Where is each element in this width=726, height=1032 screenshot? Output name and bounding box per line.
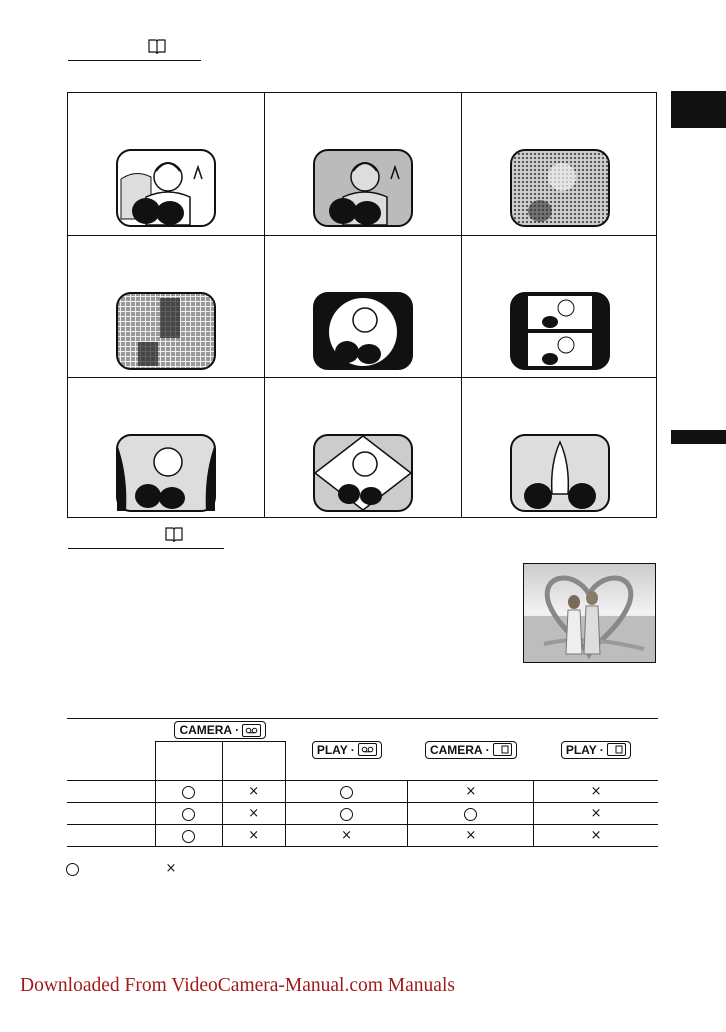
row-label — [67, 803, 156, 825]
x-icon: × — [590, 806, 602, 821]
memory-card-icon — [607, 743, 626, 756]
effect-illustration — [510, 434, 610, 512]
x-icon: × — [341, 828, 352, 843]
chapter-tab-top — [671, 91, 726, 128]
effect-cell-normal — [68, 93, 264, 235]
circle-icon — [182, 786, 195, 799]
subcolumn-header — [222, 742, 285, 781]
book-icon — [165, 526, 183, 542]
cassette-icon — [358, 743, 377, 756]
cassette-icon — [242, 724, 261, 737]
chapter-tab-mid — [671, 430, 726, 444]
circle-icon — [182, 808, 195, 821]
circle-icon — [464, 808, 477, 821]
mode-camera-tape-header — [156, 719, 286, 742]
effect-cell-fade — [265, 93, 461, 235]
mode-play-tape-header — [285, 719, 408, 781]
mode-label: CAMERA — [429, 742, 483, 757]
effect-illustration — [313, 434, 413, 512]
x-icon: × — [248, 806, 260, 821]
x-icon: × — [248, 784, 260, 799]
effect-cell-mosaic — [68, 236, 264, 378]
mode-badge-camera-tape: CAMERA · — [174, 721, 266, 739]
mode-camera-card-header — [408, 719, 534, 781]
x-icon: × — [165, 861, 177, 876]
effect-illustration — [510, 292, 610, 370]
effects-grid — [67, 92, 657, 518]
availability-table — [67, 718, 658, 847]
x-icon: × — [465, 784, 477, 799]
symbol-legend — [66, 860, 176, 876]
section-header-rule — [68, 40, 201, 61]
x-icon: × — [248, 828, 260, 843]
circle-icon — [340, 786, 353, 799]
circle-icon — [340, 808, 353, 821]
mode-badge-play-card: PLAY · — [561, 741, 631, 759]
mode-play-card-header — [534, 719, 658, 781]
effect-illustration — [510, 149, 610, 227]
effect-illustration — [116, 292, 216, 370]
effect-cell-curtain — [68, 378, 264, 520]
circle-icon — [66, 863, 79, 876]
mode-label: PLAY — [316, 742, 348, 757]
effect-illustration — [313, 292, 413, 370]
mode-badge-camera-card: CAMERA · — [425, 741, 517, 759]
download-source-link[interactable]: Downloaded From VideoCamera-Manual.com Manuals — [20, 975, 455, 996]
table-row — [67, 781, 658, 803]
effect-cell-split — [462, 236, 658, 378]
table-blank-header — [67, 719, 156, 781]
row-label — [67, 781, 156, 803]
effect-cell-mirror — [462, 378, 658, 520]
memory-card-icon — [493, 743, 512, 756]
x-icon: × — [590, 828, 602, 843]
x-icon: × — [590, 784, 602, 799]
mode-label: PLAY — [565, 742, 597, 757]
card-mix-photo — [523, 563, 656, 663]
book-icon — [148, 38, 166, 54]
mode-label: CAMERA — [179, 723, 233, 737]
effect-illustration — [116, 434, 216, 512]
circle-icon — [182, 830, 195, 843]
effect-illustration — [116, 149, 216, 227]
effect-cell-noise — [462, 93, 658, 235]
subcolumn-header — [156, 742, 223, 781]
table-row — [67, 825, 658, 847]
effect-illustration — [313, 149, 413, 227]
row-label — [67, 825, 156, 847]
section-header-rule — [68, 528, 224, 549]
effect-cell-circle-wipe — [265, 236, 461, 378]
effect-cell-corner — [265, 378, 461, 520]
table-row — [67, 803, 658, 825]
mode-badge-play-tape: PLAY · — [312, 741, 382, 759]
x-icon: × — [465, 828, 477, 843]
